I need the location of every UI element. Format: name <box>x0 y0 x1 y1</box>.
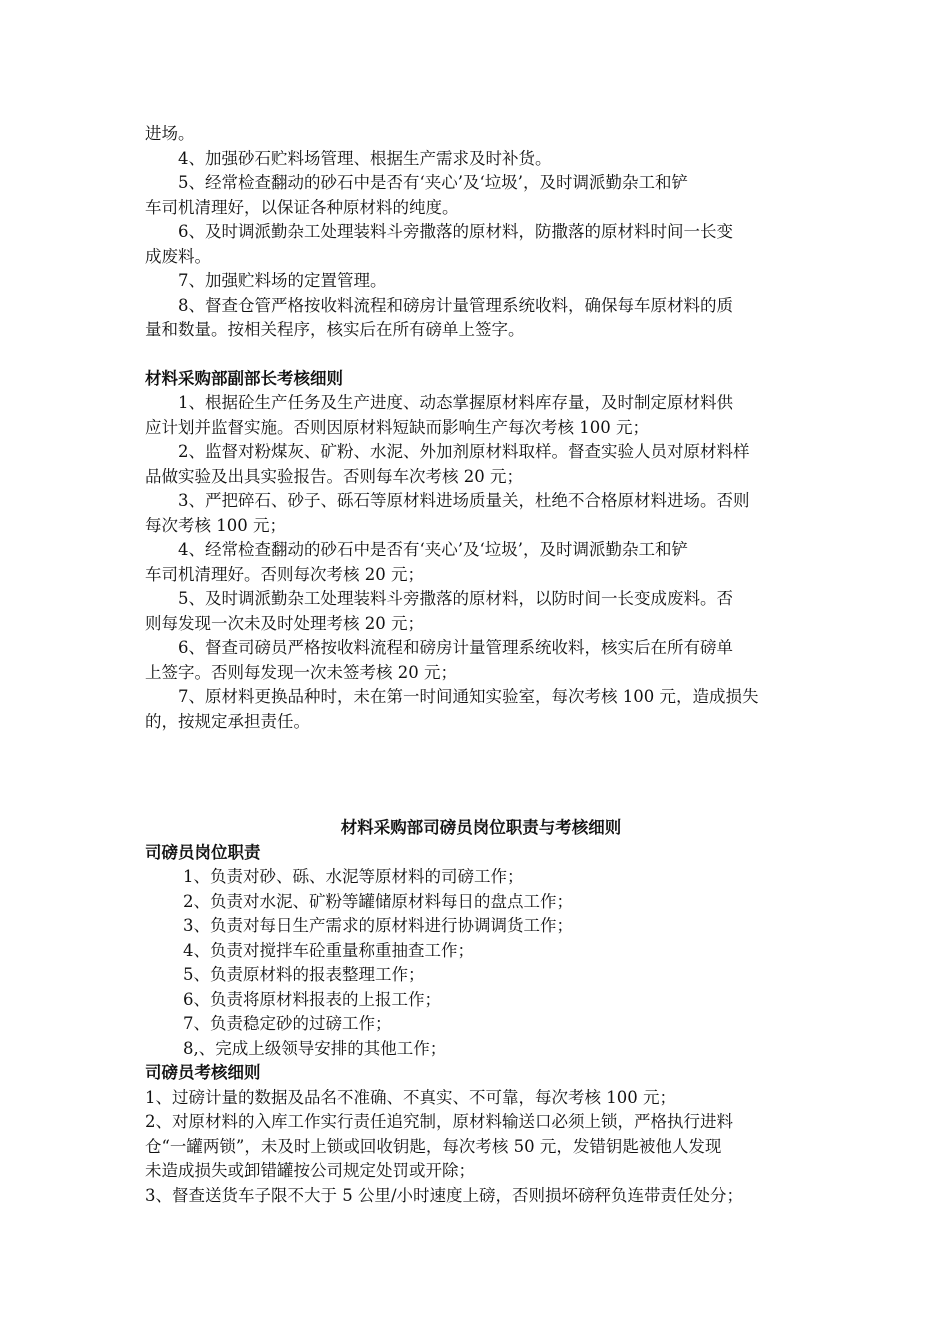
paragraph-line: 则每发现一次未及时处理考核 20 元； <box>145 613 424 633</box>
paragraph-line: 每次考核 100 元； <box>145 515 286 535</box>
section-heading: 司磅员考核细则 <box>145 1063 261 1082</box>
paragraph-line: 1、根据砼生产任务及生产进度、动态掌握原材料库存量，及时制定原材料供 <box>178 393 733 412</box>
section-1 <box>145 122 817 343</box>
paragraph-line: 量和数量。按相关程序，核实后在所有磅单上签字。 <box>145 320 525 339</box>
section-heading: 材料采购部副部长考核细则 <box>145 368 343 388</box>
paragraph-line: 成废料。 <box>145 246 211 266</box>
paragraph-line: 车司机清理好，以保证各种原材料的纯度。 <box>145 197 459 217</box>
document-title: 材料采购部司磅员岗位职责与考核细则 <box>340 818 622 837</box>
list-item: 4、负责对搅拌车砼重量称重抽查工作； <box>183 940 474 960</box>
list-item: 7、负责稳定砂的过磅工作； <box>183 1014 392 1033</box>
paragraph-line: 7、加强贮料场的定置管理。 <box>178 271 387 290</box>
list-item: 5、负责原材料的报表整理工作； <box>183 965 425 984</box>
paragraph-line: 2、监督对粉煤灰、矿粉、水泥、外加剂原材料取样。督查实验人员对原材料样 <box>178 442 750 461</box>
paragraph-line: 4、经常检查翻动的砂石中是否有‘夹心’及‘垃圾’，及时调派勤杂工和铲 <box>178 540 688 559</box>
document-page <box>145 122 817 1208</box>
list-item: 2、负责对水泥、矿粉等罐储原材料每日的盘点工作； <box>183 891 573 911</box>
paragraph-line: 3、严把碎石、砂子、砾石等原材料进场质量关，杜绝不合格原材料进场。否则 <box>178 491 750 510</box>
section-2 <box>145 367 817 735</box>
paragraph-line: 品做实验及出具实验报告。否则每车次考核 20 元； <box>145 466 523 486</box>
list-item: 6、负责将原材料报表的上报工作； <box>183 989 441 1009</box>
paragraph-line: 7、原材料更换品种时，未在第一时间通知实验室，每次考核 100 元，造成损失 <box>178 687 759 706</box>
paragraph-line: 仓“一罐两锁”，未及时上锁或回收钥匙，每次考核 50 元，发错钥匙被他人发现 <box>145 1136 722 1156</box>
list-item: 1、负责对砂、砾、水泥等原材料的司磅工作； <box>183 867 524 886</box>
paragraph-line: 未造成损失或卸错罐按公司规定处罚或开除； <box>145 1161 475 1180</box>
list-item: 2、对原材料的入库工作实行责任追究制，原材料输送口必须上锁，严格执行进料 <box>145 1112 733 1131</box>
paragraph-line: 进场。 <box>145 124 195 143</box>
paragraph-line: 应计划并监督实施。否则因原材料短缺而影响生产每次考核 100 元； <box>145 417 649 437</box>
paragraph-line: 5、及时调派勤杂工处理装料斗旁撒落的原材料，以防时间一长变成废料。否 <box>178 589 733 608</box>
list-item: 3、负责对每日生产需求的原材料进行协调调货工作； <box>183 916 573 935</box>
section-heading: 司磅员岗位职责 <box>145 842 261 862</box>
paragraph-line: 的，按规定承担责任。 <box>145 711 310 731</box>
list-item: 1、过磅计量的数据及品名不准确、不真实、不可靠，每次考核 100 元； <box>145 1087 676 1107</box>
list-item: 8,、完成上级领导安排的其他工作； <box>183 1038 447 1058</box>
paragraph-line: 6、督查司磅员严格按收料流程和磅房计量管理系统收料，核实后在所有磅单 <box>178 638 733 657</box>
paragraph-line: 车司机清理好。否则每次考核 20 元； <box>145 564 424 584</box>
paragraph-line: 6、及时调派勤杂工处理装料斗旁撒落的原材料，防撒落的原材料时间一长变 <box>178 222 733 241</box>
paragraph-line: 上签字。否则每发现一次未签考核 20 元； <box>145 662 457 682</box>
paragraph-line: 5、经常检查翻动的砂石中是否有‘夹心’及‘垃圾’，及时调派勤杂工和铲 <box>178 173 688 192</box>
paragraph-line: 4、加强砂石贮料场管理、根据生产需求及时补货。 <box>178 148 552 168</box>
paragraph-line: 8、督查仓管严格按收料流程和磅房计量管理系统收料，确保每车原材料的质 <box>178 295 733 315</box>
list-item: 3、督查送货车子限不大于 5 公里/小时速度上磅，否则损坏磅秤负连带责任处分； <box>145 1185 744 1205</box>
section-3 <box>145 816 817 1208</box>
